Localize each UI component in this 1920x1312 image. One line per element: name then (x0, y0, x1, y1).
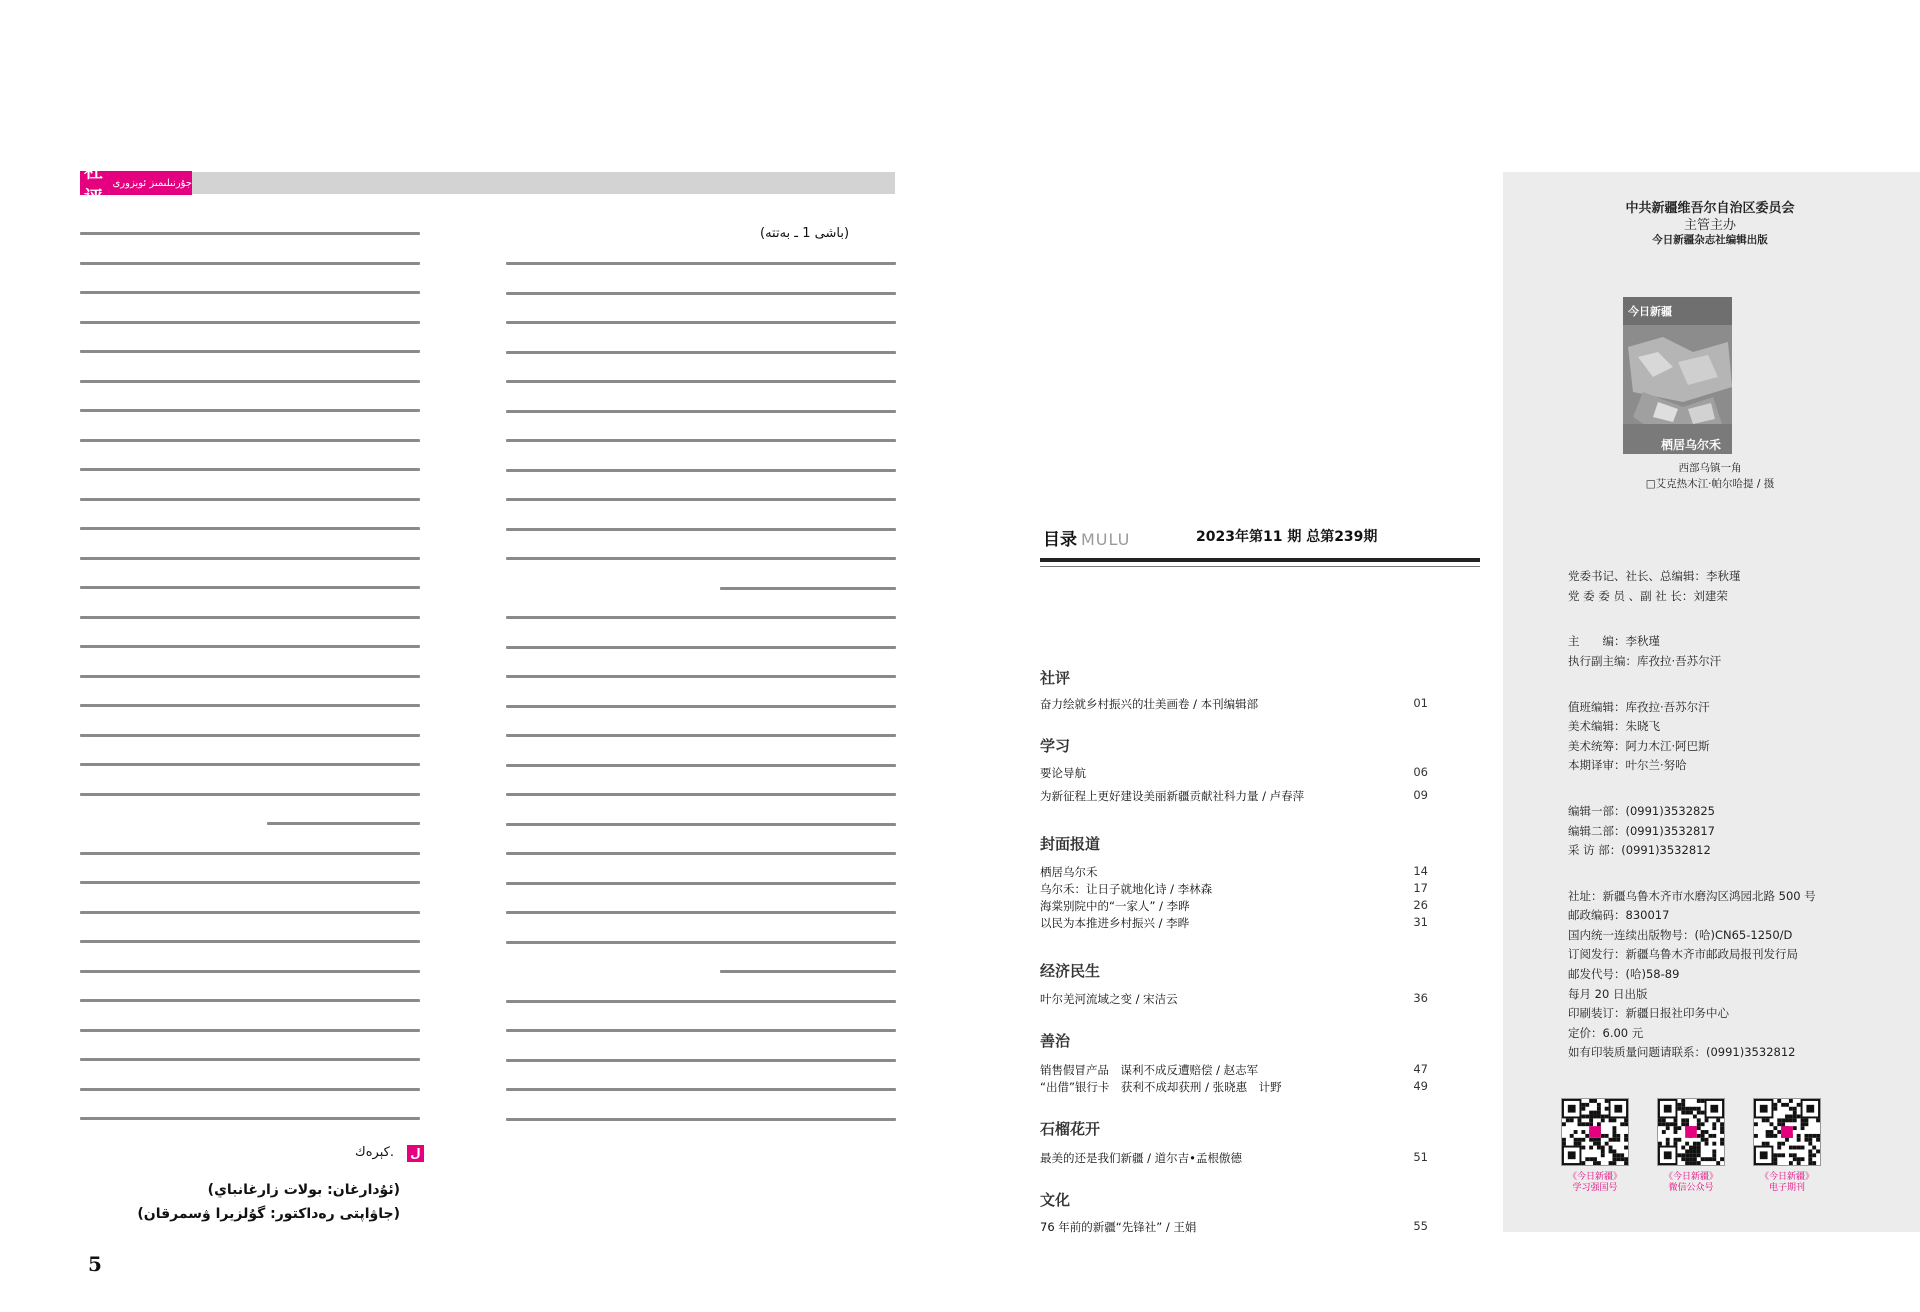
toc-entry-page: 01 (1413, 696, 1428, 710)
text-line (80, 232, 420, 235)
staff-line: 主 编：李秋瑾 (1568, 634, 1660, 648)
text-line (80, 616, 420, 619)
text-line (80, 291, 420, 294)
text-line (720, 970, 896, 973)
text-line (506, 410, 896, 413)
toc-entry-title: 叶尔羌河流域之变 / 宋洁云 (1040, 992, 1178, 1006)
contact-line: 编辑二部：(0991)3532817 (1568, 824, 1715, 838)
text-line (80, 734, 420, 737)
text-line (80, 557, 420, 560)
text-line (506, 439, 896, 442)
continued-note: (باشى 1 ـ بەتتە) (760, 226, 850, 241)
text-line (80, 852, 420, 855)
toc-section-heading: 学习 (1040, 737, 1071, 755)
toc-rule-thin (1040, 566, 1480, 567)
text-line (80, 793, 420, 796)
text-line (506, 292, 896, 295)
toc-entry[interactable] (1040, 696, 1428, 712)
toc-entry-title: 最美的还是我们新疆 / 道尔吉•孟根傲德 (1040, 1151, 1242, 1165)
text-line (506, 705, 896, 708)
text-line (80, 1029, 420, 1032)
toc-entry-page: 06 (1413, 765, 1428, 779)
publication-line: 国内统一连续出版物号：(哈)CN65-1250/D (1568, 928, 1793, 942)
qr-pattern (1562, 1099, 1628, 1165)
toc-entry[interactable] (1040, 1150, 1428, 1166)
text-line (80, 999, 420, 1002)
text-line (506, 1059, 896, 1062)
text-line (80, 350, 420, 353)
toc-section-heading: 善治 (1040, 1032, 1071, 1050)
text-line (720, 587, 896, 590)
toc-section-heading: 封面报道 (1040, 835, 1101, 853)
column-name-chinese: 社评 (84, 160, 105, 209)
qr-caption: 《今日新疆》 电子期刊 (1759, 1172, 1814, 1193)
text-line (80, 439, 420, 442)
toc-entry-title: “出借”银行卡 获利不成却获刑 / 张晓惠 计野 (1040, 1080, 1282, 1094)
cover-image (1623, 297, 1732, 454)
staff-line: 党 委 委 员 、副 社 长：刘建荣 (1568, 589, 1728, 603)
toc-heading (1043, 525, 1130, 550)
toc-entry[interactable] (1040, 1079, 1428, 1095)
text-line (80, 763, 420, 766)
toc-entry-title: 乌尔禾：让日子就地化诗 / 李林森 (1040, 882, 1213, 896)
text-line (80, 1088, 420, 1091)
text-line (506, 616, 896, 619)
text-line (80, 409, 420, 412)
qr-code-ebook[interactable] (1753, 1098, 1821, 1166)
text-line (506, 1088, 896, 1091)
cover-caption: 西部乌镇一角 (1678, 462, 1742, 474)
responsible-editor-credit: (جاۋاپتى رەداكتور: گۇلزيرا ۋسمرقان) (137, 1206, 400, 1222)
cover-thumbnail[interactable] (1623, 297, 1732, 454)
toc-entry-title: 为新征程上更好建设美丽新疆贡献社科力量 / 卢春萍 (1040, 789, 1305, 803)
toc-title-pinyin: MULU (1081, 530, 1131, 549)
publication-line: 印刷装订：新疆日报社印务中心 (1568, 1006, 1729, 1020)
article-end-mark: ل (407, 1145, 424, 1162)
contact-line: 编辑一部：(0991)3532825 (1568, 804, 1715, 818)
text-line (80, 704, 420, 707)
text-line (80, 380, 420, 383)
cover-title: 今日新疆 (1628, 305, 1672, 318)
article-text-column-right (506, 262, 896, 1147)
article-text-column-left (80, 232, 420, 1147)
text-line (506, 469, 896, 472)
toc-entry-page: 26 (1413, 898, 1428, 912)
staff-line: 执行副主编：库孜拉·吾苏尔汗 (1568, 654, 1722, 668)
toc-entry[interactable] (1040, 765, 1428, 781)
toc-section-heading: 石榴花开 (1040, 1120, 1101, 1138)
text-line (506, 852, 896, 855)
text-line (506, 646, 896, 649)
qr-pattern (1754, 1099, 1820, 1165)
toc-entry-title: 栖居乌尔禾 (1040, 865, 1098, 879)
editor-credit: (ئۇدارغان: بولات زارغانباي) (207, 1182, 400, 1198)
text-line (506, 675, 896, 678)
qr-code-xuexi[interactable] (1561, 1098, 1629, 1166)
toc-section-heading: 经济民生 (1040, 962, 1101, 980)
text-line (506, 351, 896, 354)
publication-line: 如有印装质量问题请联系：(0991)3532812 (1568, 1045, 1796, 1059)
toc-section-heading: 文化 (1040, 1191, 1071, 1209)
toc-entry-page: 09 (1413, 788, 1428, 802)
toc-entry-page: 55 (1413, 1219, 1428, 1233)
text-line (506, 1029, 896, 1032)
column-banner-badge (80, 160, 192, 209)
text-line (80, 1117, 420, 1120)
toc-entry-title: 海棠别院中的“一家人” / 李晔 (1040, 899, 1190, 913)
text-line (267, 822, 420, 825)
toc-entry-page: 31 (1413, 915, 1428, 929)
text-line (80, 645, 420, 648)
text-line (506, 911, 896, 914)
text-line (506, 498, 896, 501)
text-line (80, 586, 420, 589)
text-line (80, 498, 420, 501)
toc-entry-page: 36 (1413, 991, 1428, 1005)
toc-entry[interactable] (1040, 898, 1428, 914)
toc-entry[interactable] (1040, 1062, 1428, 1078)
text-line (80, 911, 420, 914)
text-line (506, 557, 896, 560)
publication-line: 邮发代号：(哈)58-89 (1568, 967, 1680, 981)
cover-credit: □艾克热木江·帕尔哈提 / 摄 (1645, 478, 1775, 490)
text-line (506, 262, 896, 265)
qr-pattern (1658, 1099, 1724, 1165)
toc-entry-page: 47 (1413, 1062, 1428, 1076)
toc-entry[interactable] (1040, 788, 1428, 804)
toc-entry-page: 51 (1413, 1150, 1428, 1164)
text-line (506, 380, 896, 383)
publisher-name: 今日新疆杂志社编辑出版 (1652, 234, 1768, 246)
toc-entry-title: 76 年前的新疆“先锋社” / 王娟 (1040, 1220, 1197, 1234)
text-line (506, 734, 896, 737)
text-line (80, 881, 420, 884)
text-line (506, 528, 896, 531)
toc-entry[interactable] (1040, 1219, 1428, 1235)
text-line (80, 970, 420, 973)
publication-line: 邮政编码：830017 (1568, 908, 1670, 922)
text-line (506, 1118, 896, 1121)
publication-line: 订阅发行：新疆乌鲁木齐市邮政局报刊发行局 (1568, 947, 1798, 961)
toc-entry[interactable] (1040, 881, 1428, 897)
text-line (80, 468, 420, 471)
text-line (80, 675, 420, 678)
staff-line: 本期译审：叶尔兰·努哈 (1568, 758, 1687, 772)
qr-caption: 《今日新疆》 微信公众号 (1663, 1172, 1718, 1193)
toc-entry[interactable] (1040, 915, 1428, 931)
toc-entry-title: 以民为本推进乡村振兴 / 李晔 (1040, 916, 1190, 930)
staff-line: 值班编辑：库孜拉·吾苏尔汗 (1568, 700, 1710, 714)
text-line (506, 1000, 896, 1003)
text-line (506, 793, 896, 796)
staff-line: 党委书记、社长、总编辑：李秋瑾 (1568, 569, 1741, 583)
text-line (506, 321, 896, 324)
issue-number: 2023年第11 期 总第239期 (1196, 529, 1378, 545)
text-line (506, 941, 896, 944)
text-line (80, 262, 420, 265)
column-banner-bar (80, 172, 895, 194)
toc-entry-title: 销售假冒产品 谋利不成反遭赔偿 / 赵志军 (1040, 1063, 1259, 1077)
publication-line: 定价：6.00 元 (1568, 1026, 1644, 1040)
qr-code-wechat[interactable] (1657, 1098, 1725, 1166)
toc-entry-title: 要论导航 (1040, 766, 1086, 780)
staff-line: 美术编辑：朱晓飞 (1568, 719, 1660, 733)
text-line (80, 321, 420, 324)
text-line (80, 1058, 420, 1061)
text-line (506, 823, 896, 826)
toc-rule-thick (1040, 558, 1480, 562)
sponsor-name: 中共新疆维吾尔自治区委员会 (1625, 201, 1795, 216)
page-number: 5 (88, 1252, 102, 1276)
column-name-uyghur: جۇرنىلىمىز ئوبزورى (112, 177, 192, 189)
text-line (506, 764, 896, 767)
text-line (506, 882, 896, 885)
cover-headline: 栖居乌尔禾 (1661, 438, 1722, 452)
toc-entry-title: 奋力绘就乡村振兴的壮美画卷 / 本刊编辑部 (1040, 697, 1259, 711)
toc-title: 目录 (1043, 530, 1077, 550)
publication-line: 每月 20 日出版 (1568, 987, 1648, 1001)
publication-line: 社址：新疆乌鲁木齐市水磨沟区鸿园北路 500 号 (1568, 889, 1816, 903)
toc-entry[interactable] (1040, 864, 1428, 880)
text-line (80, 527, 420, 530)
toc-entry[interactable] (1040, 991, 1428, 1007)
toc-section-heading: 社评 (1040, 669, 1071, 687)
staff-line: 美术统筹：阿力木江·阿巴斯 (1568, 739, 1710, 753)
qr-caption: 《今日新疆》 学习强国号 (1567, 1172, 1622, 1193)
toc-entry-page: 49 (1413, 1079, 1428, 1093)
text-line (80, 940, 420, 943)
sponsor-role: 主管主办 (1683, 218, 1736, 233)
contact-line: 采 访 部：(0991)3532812 (1568, 843, 1711, 857)
toc-entry-page: 17 (1413, 881, 1428, 895)
toc-entry-page: 14 (1413, 864, 1428, 878)
article-end-word: كېرەك. (355, 1145, 394, 1160)
